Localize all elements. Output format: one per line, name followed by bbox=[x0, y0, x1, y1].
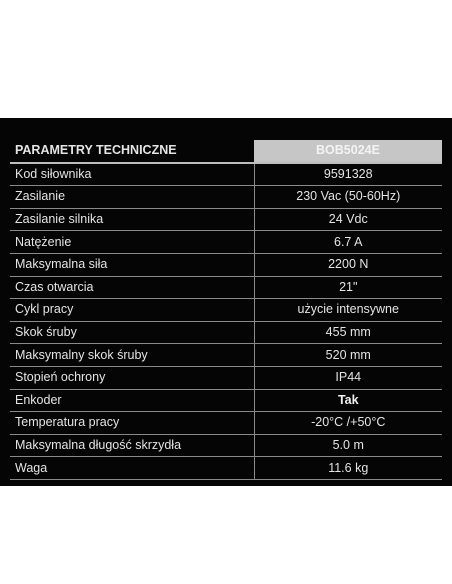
spec-header-row bbox=[10, 140, 442, 163]
spec-label: Stopień ochrony bbox=[10, 366, 254, 389]
table-row bbox=[10, 344, 442, 367]
spec-value: 5.0 m bbox=[254, 434, 442, 457]
spec-value: -20°C /+50°C bbox=[254, 412, 442, 435]
spec-label: Maksymalny skok śruby bbox=[10, 344, 254, 367]
spec-value: 520 mm bbox=[254, 344, 442, 367]
spec-value: Tak bbox=[254, 389, 442, 412]
spec-label: Skok śruby bbox=[10, 321, 254, 344]
table-row bbox=[10, 299, 442, 322]
spec-header-model: BOB5024E bbox=[254, 140, 442, 163]
table-row bbox=[10, 163, 442, 186]
table-row bbox=[10, 457, 442, 480]
spec-label: Waga bbox=[10, 457, 254, 480]
spec-label: Czas otwarcia bbox=[10, 276, 254, 299]
spec-table bbox=[10, 140, 442, 480]
spec-label: Kod siłownika bbox=[10, 163, 254, 186]
table-row bbox=[10, 389, 442, 412]
table-row bbox=[10, 208, 442, 231]
spec-value: użycie intensywne bbox=[254, 299, 442, 322]
spec-label: Maksymalna długość skrzydła bbox=[10, 434, 254, 457]
spec-value: 2200 N bbox=[254, 253, 442, 276]
spec-value: 6.7 A bbox=[254, 231, 442, 254]
table-row bbox=[10, 321, 442, 344]
table-row bbox=[10, 231, 442, 254]
spec-value: 24 Vdc bbox=[254, 208, 442, 231]
spec-label: Zasilanie bbox=[10, 186, 254, 209]
spec-label: Natężenie bbox=[10, 231, 254, 254]
spec-label: Zasilanie silnika bbox=[10, 208, 254, 231]
spec-value: 230 Vac (50-60Hz) bbox=[254, 186, 442, 209]
table-row bbox=[10, 434, 442, 457]
table-row bbox=[10, 253, 442, 276]
spec-value: 9591328 bbox=[254, 163, 442, 186]
spec-value: 11.6 kg bbox=[254, 457, 442, 480]
spec-value: 455 mm bbox=[254, 321, 442, 344]
table-row bbox=[10, 186, 442, 209]
spec-label: Temperatura pracy bbox=[10, 412, 254, 435]
table-row bbox=[10, 412, 442, 435]
table-row bbox=[10, 276, 442, 299]
table-row bbox=[10, 366, 442, 389]
spec-header-label: PARAMETRY TECHNICZNE bbox=[10, 140, 254, 163]
spec-value: 21" bbox=[254, 276, 442, 299]
spec-label: Maksymalna siła bbox=[10, 253, 254, 276]
spec-label: Cykl pracy bbox=[10, 299, 254, 322]
spec-value: IP44 bbox=[254, 366, 442, 389]
spec-label: Enkoder bbox=[10, 389, 254, 412]
spec-panel bbox=[0, 118, 452, 486]
